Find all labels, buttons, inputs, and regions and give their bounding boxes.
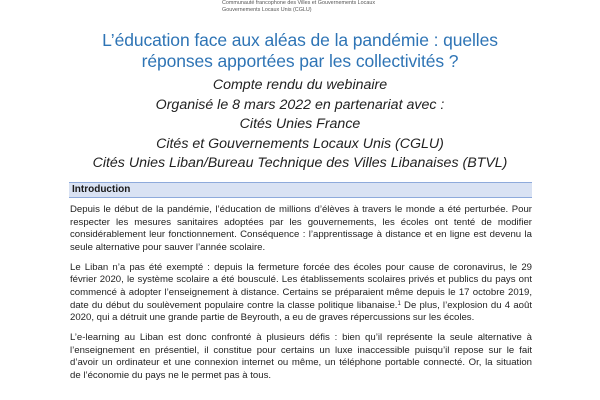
- title-line-1: L’éducation face aux aléas de la pandémie : quelles: [102, 30, 498, 50]
- paragraph-line: L’e-learning au Liban est donc confronté à plusieurs défis : bien qu’il représente la seule alternative à: [70, 332, 532, 344]
- subtitle-line-5: Cités Unies Liban/Bureau Technique des Villes Libanaises (BTVL): [92, 155, 508, 172]
- paragraph-line: Depuis le début de la pandémie, l’éducation de millions d’élèves à travers le monde a été perturbée. Pour: [70, 204, 532, 215]
- paragraph-line: Le Liban n’a pas été exempté : depuis la fermeture forcée des écoles pour cause de coronavirus, le 29: [70, 261, 532, 273]
- organization-header: [222, 0, 392, 14]
- paragraph-line: de l’économie du pays ne le permet pas à tous.: [70, 369, 272, 381]
- paragraph-line: février 2020, le système scolaire a été bousculé. Les établissements scolaires privés et publics du pays ont: [70, 274, 532, 286]
- subtitle-line-2: Organisé le 8 mars 2022 en partenariat avec :: [155, 96, 445, 113]
- document-subtitle: [70, 76, 530, 174]
- paragraph-line: d’avoir un ordinateur et une connexion internet ou même, un téléphone portable connecté. Or, la situation: [70, 357, 532, 369]
- paragraph-2: [70, 262, 532, 325]
- title-line-2: réponses apportées par les collectivités ?: [141, 51, 459, 71]
- subtitle-line-3: Cités Unies France: [239, 116, 361, 133]
- org-header-line-2: Gouvernements Locaux Unis (CGLU): [222, 7, 312, 13]
- paragraph-line: commencé à adopter l’enseignement à distance. Certains se préparaient même depuis le 17 octobre 2019,: [70, 286, 532, 298]
- paragraph-line: seule alternative pour sauver l’année scolaire.: [70, 241, 266, 253]
- paragraph-text: De plus, l’explosion du 4 août: [400, 299, 532, 311]
- paragraph-text: date du début du soulèvement populaire contre la classe politique libanaise.: [70, 299, 398, 311]
- subtitle-line-4: Cités et Gouvernements Locaux Unis (CGLU): [156, 135, 444, 152]
- section-heading: Introduction: [72, 184, 131, 195]
- paragraph-line: l’enseignement en présentiel, il constitue pour certains un luxe inaccessible puisqu’il repose sur le fait: [70, 344, 532, 356]
- section-heading-bar: [69, 182, 532, 198]
- footnote-marker[interactable]: 1: [397, 300, 401, 307]
- paragraph-line: 2020, qui a détruit une grande partie de Beyrouth, a eu de graves répercussions sur les écoles.: [70, 312, 475, 324]
- paragraph-line-with-footnote: [70, 300, 532, 313]
- paragraph-3: [70, 332, 532, 382]
- org-header-line-1: Communauté francophone des Villes et Gouvernements Locaux: [222, 0, 376, 6]
- paragraph-line: considérablement leur fonctionnement. Conséquence : l’apprentissage à distance et en ligne est devenu la: [70, 229, 532, 241]
- subtitle-line-1: Compte rendu du webinaire: [212, 77, 388, 93]
- document-title: [70, 30, 530, 72]
- paragraph-line: respecter les mesures sanitaires adoptées par les gouvernements, les écoles ont tenté de modifier: [70, 216, 532, 228]
- paragraph-1: [70, 204, 532, 254]
- body-text: [70, 204, 532, 390]
